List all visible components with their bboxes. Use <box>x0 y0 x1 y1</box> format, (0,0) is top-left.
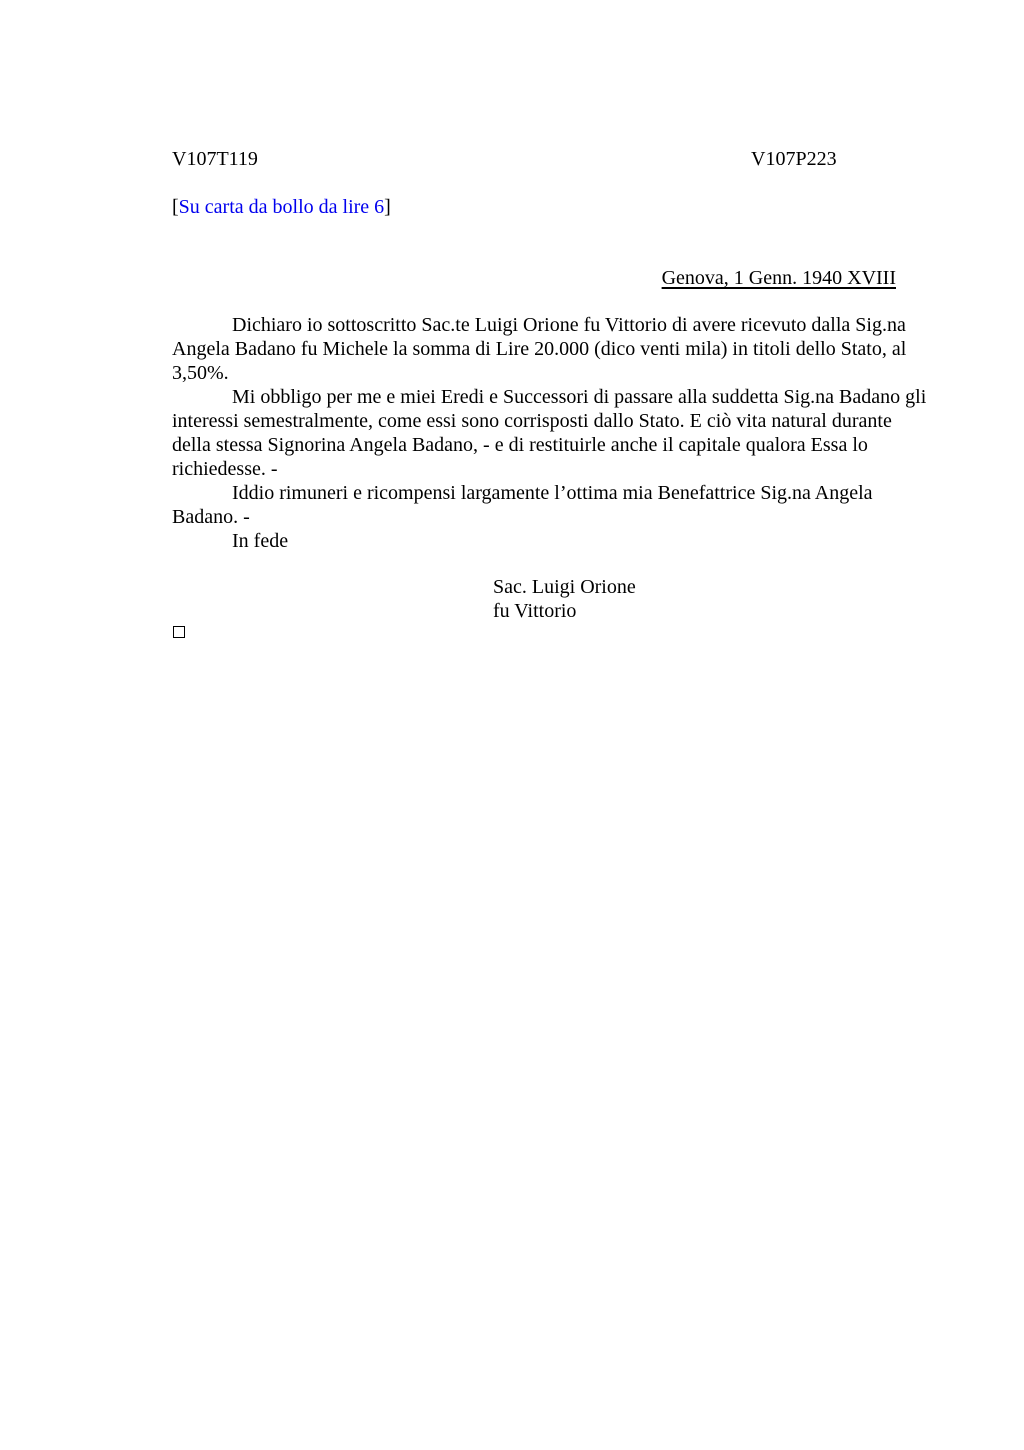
stamp-paper-note-text: Su carta da bollo da lire 6 <box>178 196 385 218</box>
paragraph-blessing: Iddio rimuneri e ricompensi largamente l’ottima mia Benefattrice Sig.na Angela Badano. - <box>172 482 873 528</box>
signature-patronymic: fu Vittorio <box>493 600 577 622</box>
signature-block <box>493 575 636 623</box>
declaration-body <box>172 313 927 553</box>
document-code-left: V107T119 <box>172 148 258 170</box>
paragraph-declaration: Dichiaro io sottoscritto Sac.te Luigi Orione fu Vittorio di avere ricevuto dalla Sig.na Angela Badano fu Michele la somma di Lire 20.000 (dico venti mila) in titoli dello Stato, al 3,50%. <box>172 314 907 384</box>
signature-name: Sac. Luigi Orione <box>493 576 636 598</box>
open-bracket: [ <box>172 196 179 218</box>
paragraph-in-fede: In fede <box>232 530 289 552</box>
place-date-line: Genova, 1 Genn. 1940 XVIII <box>661 267 896 289</box>
stamp-paper-note <box>172 195 391 219</box>
close-bracket: ] <box>384 196 391 218</box>
empty-square-icon <box>173 626 185 638</box>
document-code-right: V107P223 <box>751 148 837 170</box>
paragraph-obligation: Mi obbligo per me e miei Eredi e Successori di passare alla suddetta Sig.na Badano gli interessi semestralmente, come essi sono corrisposti dallo Stato. E ciò vita natural durante della stessa Signorina Angela Badano, - e di restituirle anche il capitale qualora Essa lo richiedesse. - <box>172 386 927 480</box>
